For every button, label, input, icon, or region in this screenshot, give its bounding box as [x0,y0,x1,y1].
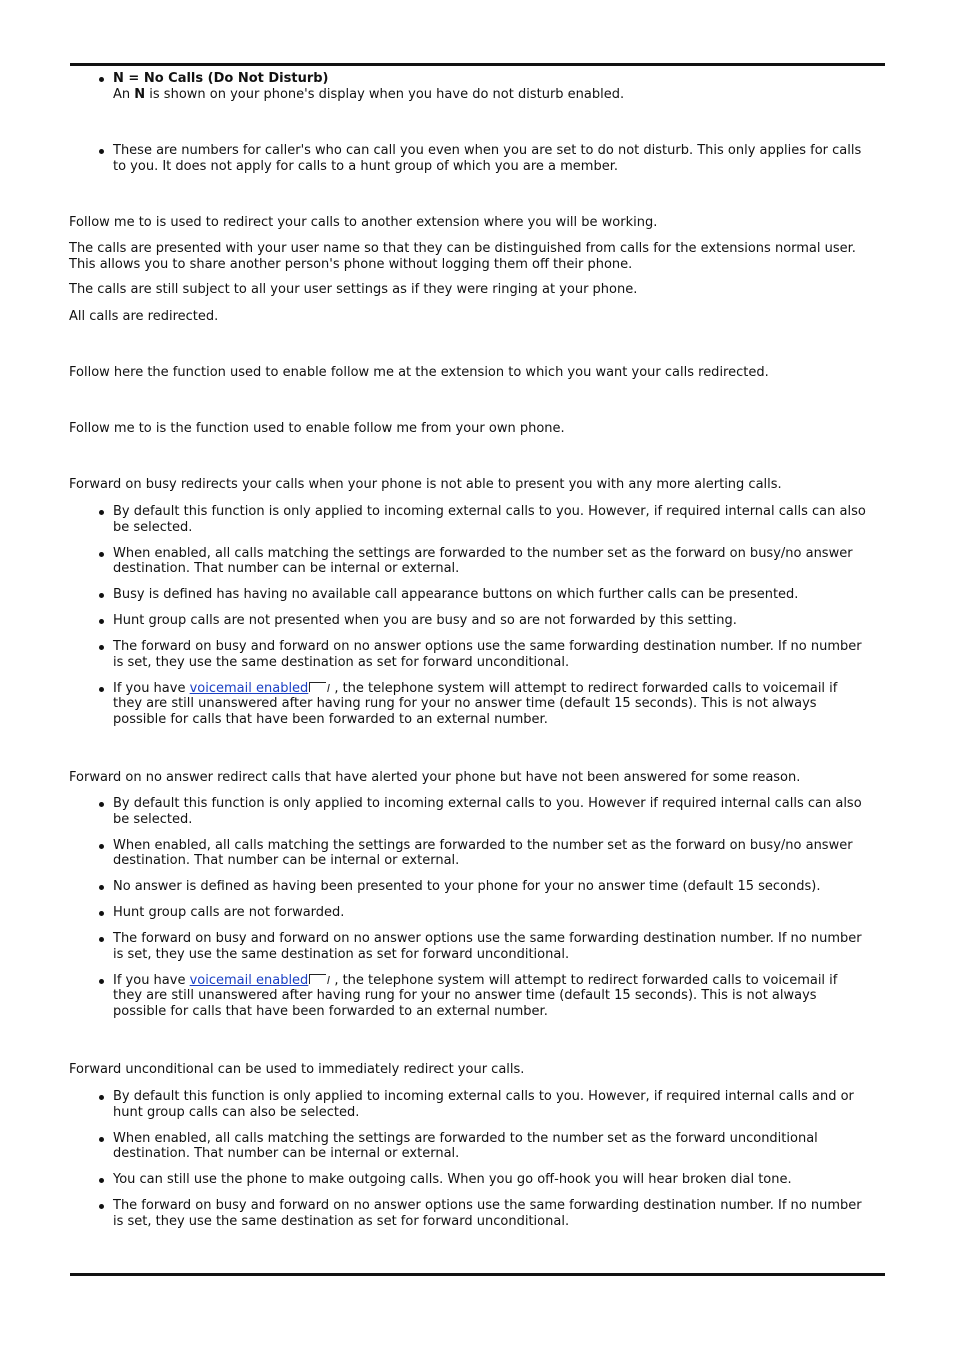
list-item [69,973,869,1020]
top-rule [70,63,885,66]
list-item [69,71,869,102]
list-item: By default this function is only applied to incoming external calls to you. However, if required internal calls and or hunt group calls can also be selected. [69,1089,869,1120]
vm-prefix: If you have [113,680,190,696]
voicemail-enabled-link[interactable]: voicemail enabled [189,680,309,696]
follow-here-text: Follow here the function used to enable follow me at the extension to which you want your calls redirected. [69,365,769,380]
follow-me-p3: The calls are still subject to all your user settings as if they were ringing at your phone. [69,282,638,297]
external-link-icon [308,682,330,693]
list-item [69,681,869,728]
forward-unconditional-intro: Forward unconditional can be used to immediately redirect your calls. [69,1062,525,1077]
follow-me-p4: All calls are redirected. [69,309,219,324]
list-item: Hunt group calls are not presented when you are busy and so are not forwarded by this setting. [69,613,869,629]
voicemail-enabled-link[interactable]: voicemail enabled [189,972,309,988]
vm-prefix: If you have [113,972,190,988]
list-item: You can still use the phone to make outgoing calls. When you go off-hook you will hear broken dial tone. [69,1172,869,1188]
list-item: The forward on busy and forward on no answer options use the same forwarding destination number. If no number is set, they use the same destination as set for forward unconditional. [69,1198,869,1229]
bottom-rule [70,1273,885,1276]
list-item: When enabled, all calls matching the settings are forwarded to the number set as the forward unconditional destination. That number can be internal or external. [69,1131,869,1162]
dnd-heading: N = No Calls (Do Not Disturb) [113,71,329,86]
follow-me-p1: Follow me to is used to redirect your calls to another extension where you will be working. [69,215,658,230]
list-item: Busy is defined has having no available call appearance buttons on which further calls can be presented. [69,587,869,603]
follow-me-to-text: Follow me to is the function used to enable follow me from your own phone. [69,421,565,436]
dnd-exceptions-list [69,143,869,174]
list-item: These are numbers for caller's who can call you even when you are set to do not disturb. This only applies for calls to you. It does not apply for calls to a hunt group of which you are a member. [69,143,869,174]
follow-me-p2: The calls are presented with your user name so that they can be distinguished from calls for the extensions normal user. This allows you to share another person's phone without logging them off their phone. [69,241,856,272]
list-item: The forward on busy and forward on no answer options use the same forwarding destination number. If no number is set, they use the same destination as set for forward unconditional. [69,639,869,670]
forward-unconditional-list [69,1089,869,1229]
list-item: The forward on busy and forward on no answer options use the same forwarding destination number. If no number is set, they use the same destination as set for forward unconditional. [69,931,869,962]
forward-busy-list [69,504,869,727]
list-item: No answer is defined as having been presented to your phone for your no answer time (default 15 seconds). [69,879,869,895]
list-item: When enabled, all calls matching the settings are forwarded to the number set as the forward on busy/no answer destination. That number can be internal or external. [69,838,869,869]
vm-suffix: , the telephone system will attempt to redirect forwarded calls to voicemail if they are still unanswered after having rung for your no answer time (default 15 seconds). This is not always possible for calls that have been forwarded to an external number. [113,680,838,727]
dnd-list [69,71,869,102]
forward-busy-intro: Forward on busy redirects your calls when your phone is not able to present you with any more alerting calls. [69,477,782,492]
list-item: When enabled, all calls matching the settings are forwarded to the number set as the forward on busy/no answer destination. That number can be internal or external. [69,546,869,577]
vm-suffix: , the telephone system will attempt to redirect forwarded calls to voicemail if they are still unanswered after having rung for your no answer time (default 15 seconds). This is not always possible for calls that have been forwarded to an external number. [113,972,838,1019]
list-item: By default this function is only applied to incoming external calls to you. However if required internal calls can also be selected. [69,796,869,827]
external-link-icon [308,974,330,985]
list-item: Hunt group calls are not forwarded. [69,905,869,921]
forward-no-answer-intro: Forward on no answer redirect calls that have alerted your phone but have not been answered for some reason. [69,770,801,785]
forward-no-answer-list [69,796,869,1019]
dnd-desc-suffix: is shown on your phone's display when you have do not disturb enabled. [145,86,625,102]
list-item: By default this function is only applied to incoming external calls to you. However, if required internal calls can also be selected. [69,504,869,535]
dnd-desc-prefix: An [113,86,135,102]
dnd-desc-bold: N [134,86,146,102]
